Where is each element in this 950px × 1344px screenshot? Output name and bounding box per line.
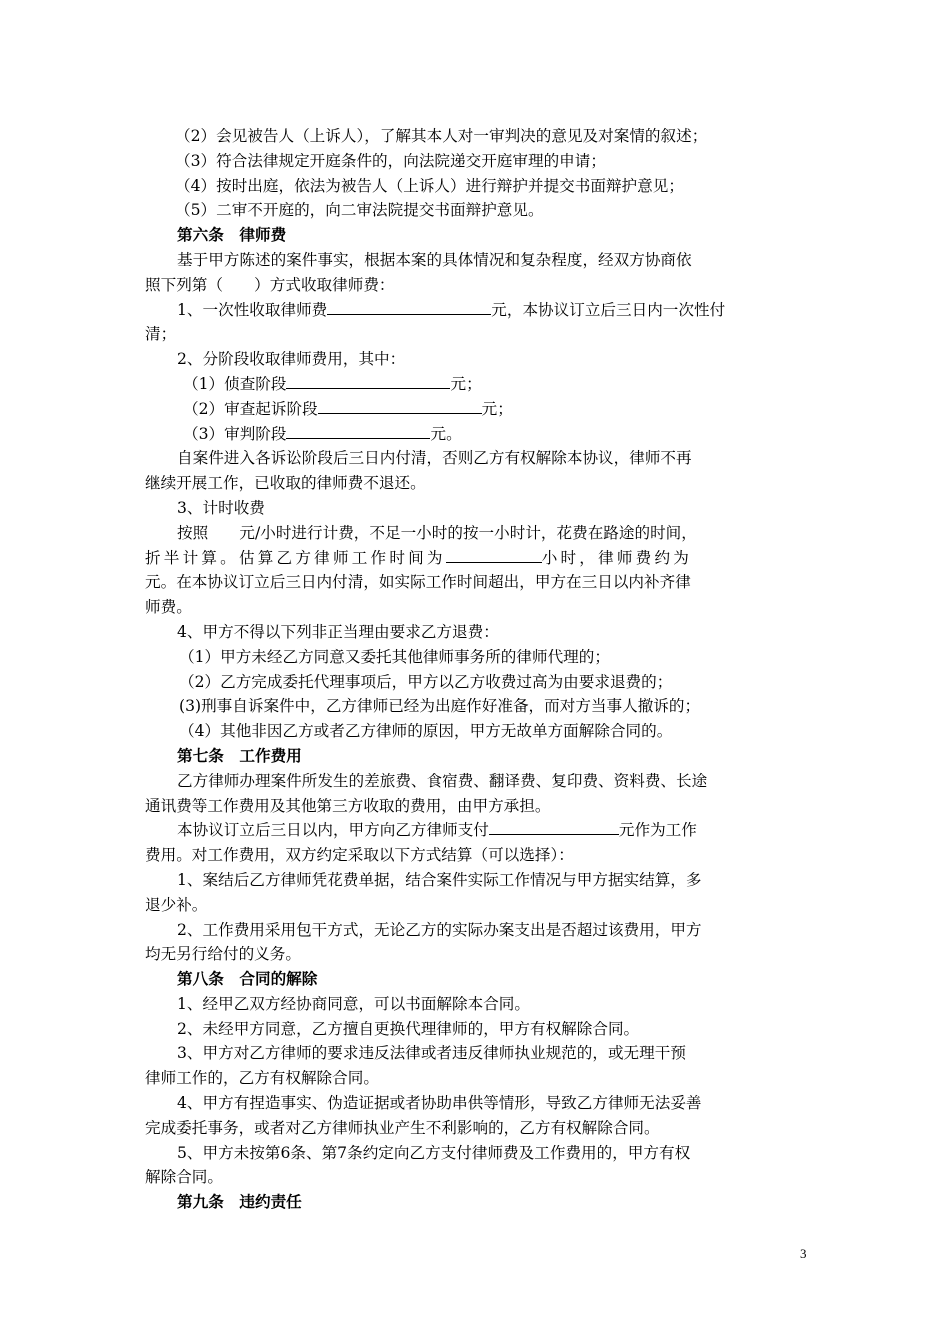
- stage-investigation-unit: 元；: [450, 374, 482, 393]
- hourly-rate-text: 按照 元/小时进行计费，不足一小时的按一小时计，花费在路途的时间，: [177, 523, 697, 542]
- termination-clause-4-cont: 完成委托事务，或者对乙方律师执业产生不利影响的，乙方有权解除合同。: [145, 1118, 660, 1137]
- termination-clause-5-cont: 解除合同。: [145, 1168, 223, 1187]
- work-expense-clause-cont: 通讯费等工作费用及其他第三方收取的费用，由甲方承担。: [145, 796, 551, 815]
- termination-clause-1: 1、经甲乙双方经协商同意，可以书面解除本合同。: [177, 994, 530, 1013]
- stage-investigation-blank[interactable]: [286, 372, 450, 389]
- fee-option-1-cont: 清；: [145, 325, 177, 344]
- article-6-intro: 基于甲方陈述的案件事实，根据本案的具体情况和复杂程度，经双方协商依: [177, 250, 692, 269]
- stage-trial-blank[interactable]: [286, 422, 430, 439]
- stage-payment-note-cont: 继续开展工作，已收取的律师费不退还。: [145, 474, 426, 493]
- termination-clause-3-cont: 律师工作的，乙方有权解除合同。: [145, 1069, 379, 1088]
- work-expense-payment-unit: 元作为工作: [618, 821, 697, 840]
- stage-prosecution-blank[interactable]: [318, 397, 482, 414]
- settlement-method-2: 2、工作费用采用包干方式，无论乙方的实际办案支出是否超过该费用，甲方: [177, 920, 702, 939]
- fee-option-3: 3、计时收费: [177, 498, 265, 517]
- hourly-estimate-fee: 小时，律师费约为: [541, 548, 693, 567]
- fee-amount-blank[interactable]: [327, 298, 491, 315]
- page-number: 3: [800, 1246, 807, 1261]
- article-8-heading: 第八条 合同的解除: [177, 969, 318, 989]
- work-expense-payment: [145, 818, 809, 843]
- termination-clause-3: 3、甲方对乙方律师的要求违反法律或者违反律师执业规范的，或无理干预: [177, 1044, 686, 1063]
- duty-item-3: （3）符合法律规定开庭条件的，向法院递交开庭审理的申请；: [175, 151, 606, 170]
- hourly-estimate: [145, 546, 809, 571]
- stage-trial-unit: 元。: [430, 424, 462, 443]
- refund-exclusion-3: (3)刑事自诉案件中，乙方律师已经为出庭作好准备，而对方当事人撤诉的；: [179, 697, 701, 716]
- article-6-heading: 第六条 律师费: [177, 225, 287, 245]
- duty-item-2: （2）会见被告人（上诉人），了解其本人对一审判决的意见及对案情的叙述；: [175, 127, 708, 145]
- article-9-heading: 第九条 违约责任: [177, 1192, 302, 1212]
- termination-clause-2: 2、未经甲方同意，乙方擅自更换代理律师的，甲方有权解除合同。: [177, 1019, 640, 1038]
- stage-trial-label: （3）审判阶段: [183, 424, 287, 443]
- article-7-heading: 第七条 工作费用: [177, 745, 302, 765]
- hourly-hours-blank[interactable]: [446, 546, 542, 563]
- article-6-intro-cont: 照下列第（ ）方式收取律师费：: [145, 275, 395, 294]
- settlement-method-1-cont: 退少补。: [145, 895, 208, 914]
- settlement-method-1: 1、案结后乙方律师凭花费单据，结合案件实际工作情况与甲方据实结算，多: [177, 870, 702, 889]
- stage-prosecution-review: [145, 397, 809, 422]
- fee-option-1: [145, 298, 809, 323]
- fee-option-4: 4、甲方不得以下列非正当理由要求乙方退费：: [177, 622, 499, 641]
- work-expense-blank[interactable]: [489, 818, 619, 835]
- stage-payment-note: 自案件进入各诉讼阶段后三日内付清，否则乙方有权解除本协议，律师不再: [177, 449, 692, 468]
- refund-exclusion-2: （2）乙方完成委托代理事项后，甲方以乙方收费过高为由要求退费的；: [179, 672, 673, 691]
- duty-item-4: （4）按时出庭，依法为被告人（上诉人）进行辩护并提交书面辩护意见；: [175, 176, 684, 195]
- work-expense-settlement: 费用。对工作费用，双方约定采取以下方式结算（可以选择）：: [145, 846, 574, 865]
- hourly-payment-terms: 元。在本协议订立后三日内付清，如实际工作时间超出，甲方在三日以内补齐律: [145, 573, 691, 592]
- hourly-payment-terms-cont: 师费。: [145, 598, 192, 617]
- refund-exclusion-1: （1）甲方未经乙方同意又委托其他律师事务所的律师代理的；: [179, 647, 610, 666]
- work-expense-clause: 乙方律师办理案件所发生的差旅费、食宿费、翻译费、复印费、资料费、长途: [177, 771, 708, 790]
- fee-option-1-label: 1、一次性收取律师费: [177, 300, 328, 319]
- fee-option-2: 2、分阶段收取律师费用，其中：: [177, 350, 406, 369]
- settlement-method-2-cont: 均无另行给付的义务。: [145, 945, 301, 964]
- termination-clause-4: 4、甲方有捏造事实、伪造证据或者协助串供等情形，导致乙方律师无法妥善: [177, 1094, 702, 1113]
- termination-clause-5: 5、甲方未按第6条、第7条约定向乙方支付律师费及工作费用的，甲方有权: [177, 1143, 691, 1162]
- document-body: [145, 124, 809, 1215]
- stage-prosecution-unit: 元；: [481, 399, 513, 418]
- stage-investigation: [145, 372, 809, 397]
- stage-prosecution-label: （2）审查起诉阶段: [183, 399, 318, 418]
- refund-exclusion-4: （4）其他非因乙方或者乙方律师的原因，甲方无故单方面解除合同的。: [179, 722, 673, 741]
- hourly-estimate-label: 折半计算。估算乙方律师工作时间为: [145, 548, 446, 567]
- duty-item-5: （5）二审不开庭的，向二审法院提交书面辩护意见。: [175, 201, 544, 220]
- stage-investigation-label: （1）侦查阶段: [183, 374, 287, 393]
- fee-option-1-text: 元，本协议订立后三日内一次性付: [491, 300, 726, 319]
- work-expense-payment-label: 本协议订立后三日以内，甲方向乙方律师支付: [177, 821, 489, 840]
- stage-trial: [145, 422, 809, 447]
